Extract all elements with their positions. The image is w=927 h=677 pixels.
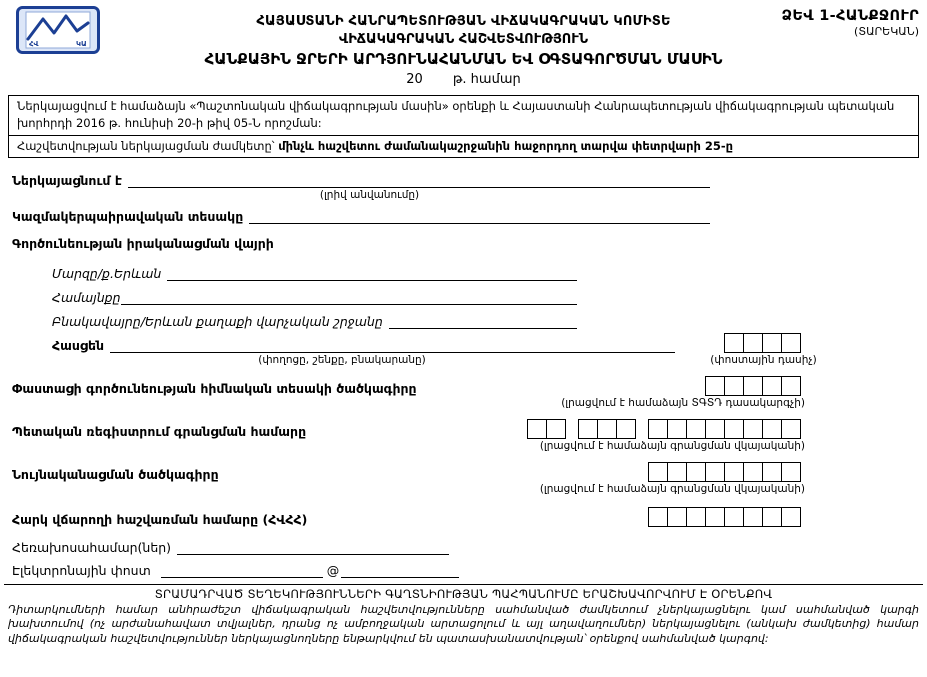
year-suffix: թ. համար <box>452 72 521 87</box>
presents-label: Ներկայացնում է <box>12 172 122 188</box>
state-register-boxes[interactable] <box>528 419 801 439</box>
code-cell[interactable] <box>781 462 801 482</box>
address-caption: (փողոցը, շենքը, բնակարանը) <box>258 353 426 366</box>
org-type-label: Կազմակերպաիրավական տեսակը <box>12 208 244 224</box>
code-cell[interactable] <box>705 419 725 439</box>
state-register-caption: (լրացվում է համաձայն գրանցման վկայականի) <box>539 439 805 452</box>
code-cell[interactable] <box>762 462 782 482</box>
deadline-notice <box>8 135 919 158</box>
code-cell[interactable] <box>743 462 763 482</box>
presents-input-line[interactable] <box>128 172 710 188</box>
svg-text:ԿԱ: ԿԱ <box>76 40 87 48</box>
liability-statement: Դիտարկումների համար անհրաժեշտ վիճակագրական հաշվետվությունները սահմանված ժամկետում չներկայացնելու կամ սահմանված կարգի խախտումով (ոչ արժանահավատ տվյալներ, դրանց ոչ ամբողջական արտացոլում և այլ աղավաղումներ) ներկայացնելու (անկախ ժամկետից) համար վիճակագրական հաշվետվություններ ներկայացնողները ենթարկվում են պատասխանատվության՝ օրենքով սահմանված կարգով: <box>8 602 919 645</box>
tin-boxes[interactable] <box>649 507 801 527</box>
code-cell[interactable] <box>743 507 763 527</box>
email-domain-input-line[interactable] <box>341 562 459 578</box>
code-cell[interactable] <box>762 507 782 527</box>
activity-code-label: Փաստացի գործունեության հիմնական տեսակի ծածկագիրը <box>12 380 417 396</box>
form-code-block <box>781 8 919 38</box>
postal-code-caption: (փոստային դասիչ) <box>710 353 817 366</box>
code-cell[interactable] <box>781 376 801 396</box>
legal-basis-notice <box>8 95 919 136</box>
code-cell[interactable] <box>724 507 744 527</box>
activity-code-caption: (լրացվում է համաձայն ՏԳՏԴ դասակարգչի) <box>561 396 805 409</box>
settlement-input-line[interactable] <box>389 313 577 329</box>
footer-section <box>4 584 923 647</box>
region-label: Մարզը/ք.Երևան <box>52 265 162 281</box>
email-at-symbol: @ <box>326 562 340 578</box>
code-cell[interactable] <box>527 419 547 439</box>
form-header <box>8 6 919 87</box>
org-type-input-line[interactable] <box>249 208 710 224</box>
armstat-logo <box>16 6 100 54</box>
phone-label: Հեռախոսահամար(ներ) <box>12 539 172 555</box>
community-label: Համայնքը <box>52 289 121 305</box>
code-cell[interactable] <box>762 419 782 439</box>
community-input-line[interactable] <box>121 289 578 305</box>
code-cell[interactable] <box>667 507 687 527</box>
code-cell[interactable] <box>686 419 706 439</box>
report-type: ՎԻՃԱԿԱԳՐԱԿԱՆ ՀԱՇՎԵՏՎՈՒԹՅՈՒՆ <box>338 32 589 47</box>
tin-label: Հարկ վճարողի հաշվառման համարը (ՀՎՀՀ) <box>12 511 308 527</box>
code-cell[interactable] <box>616 419 636 439</box>
code-cell[interactable] <box>781 419 801 439</box>
identification-code-label: Նույնականացման ծածկագիրը <box>12 466 219 482</box>
code-cell[interactable] <box>762 376 782 396</box>
svg-text:ՀՎ: ՀՎ <box>29 40 39 48</box>
code-cell[interactable] <box>743 419 763 439</box>
confidentiality-statement: ՏՐԱՄԱԴՐՎԱԾ ՏԵՂԵԿՈՒԹՅՈՒՆՆԵՐԻ ԳԱՂՏՆԻՈՒԹՅԱՆ ՊԱՀՊԱՆՈՒՄԸ ԵՐԱՇԽԱՎՈՐՎՈՒՄ Է ՕՐԵՆՔՈՎ <box>154 586 773 601</box>
code-cell[interactable] <box>762 333 782 353</box>
presents-caption: (լրիվ անվանումը) <box>319 188 420 201</box>
code-cell[interactable] <box>578 419 598 439</box>
legal-basis-text: Ներկայացվում է համաձայն «Պաշտոնական վիճակագրության մասին» օրենքի և Հայաստանի Հանրապետության վիճակագրության պետական խորհրդի 2016 թ. հունիսի 20-ի թիվ 05-Ն որոշման: <box>17 99 895 131</box>
code-cell[interactable] <box>705 462 725 482</box>
code-cell[interactable] <box>781 507 801 527</box>
code-cell[interactable] <box>724 376 744 396</box>
email-label: Էլեկտրոնային փոստ <box>12 562 151 578</box>
code-cell[interactable] <box>781 333 801 353</box>
deadline-prefix: Հաշվետվության ներկայացման ժամկետը՝ <box>17 138 279 153</box>
code-cell[interactable] <box>686 507 706 527</box>
code-cell[interactable] <box>667 462 687 482</box>
code-cell[interactable] <box>648 462 668 482</box>
deadline-date: մինչև հաշվետու ժամանակաշրջանին հաջորդող տարվա փետրվարի 25-ը <box>278 138 734 153</box>
code-cell[interactable] <box>546 419 566 439</box>
address-input-line[interactable] <box>110 337 675 353</box>
activity-code-boxes[interactable] <box>706 376 801 396</box>
committee-name: ՀԱՅԱՍՏԱՆԻ ՀԱՆՐԱՊԵՏՈՒԹՅԱՆ ՎԻՃԱԿԱԳՐԱԿԱՆ ԿՈՄԻՏԵ <box>256 14 671 29</box>
code-cell[interactable] <box>724 462 744 482</box>
code-cell[interactable] <box>724 333 744 353</box>
email-local-input-line[interactable] <box>161 562 323 578</box>
region-input-line[interactable] <box>167 265 577 281</box>
code-cell[interactable] <box>667 419 687 439</box>
code-cell[interactable] <box>648 507 668 527</box>
code-cell[interactable] <box>724 419 744 439</box>
code-cell[interactable] <box>705 376 725 396</box>
state-register-label: Պետական ռեգիստրում գրանցման համարը <box>12 423 307 439</box>
settlement-label: Բնակավայրը/Երևան քաղաքի վարչական շրջանը <box>52 313 383 329</box>
code-cell[interactable] <box>743 333 763 353</box>
code-cell[interactable] <box>597 419 617 439</box>
postal-code-boxes[interactable] <box>725 333 801 353</box>
code-cell[interactable] <box>648 419 668 439</box>
form-code: ՁԵՎ 1-ՀԱՆՔՋՈՒՐ <box>781 8 919 24</box>
activity-location-heading: Գործունեության իրականացման վայրի <box>12 235 274 251</box>
year-line <box>8 72 919 87</box>
form-body <box>8 172 919 578</box>
phone-input-line[interactable] <box>177 539 449 555</box>
identification-code-boxes[interactable] <box>649 462 801 482</box>
address-label: Հասցեն <box>52 337 104 353</box>
identification-code-caption: (լրացվում է համաձայն գրանցման վկայականի) <box>539 482 805 495</box>
code-cell[interactable] <box>705 507 725 527</box>
code-cell[interactable] <box>686 462 706 482</box>
year-prefix: 20 <box>406 72 423 87</box>
form-frequency: (ՏԱՐԵԿԱՆ) <box>854 25 919 38</box>
code-cell[interactable] <box>743 376 763 396</box>
form-title: ՀԱՆՔԱՅԻՆ ՋՐԵՐԻ ԱՐԴՅՈՒՆԱՀԱՆՄԱՆ ԵՎ ՕԳՏԱԳՈՐԾՄԱՆ ՄԱՍԻՆ <box>204 50 723 68</box>
